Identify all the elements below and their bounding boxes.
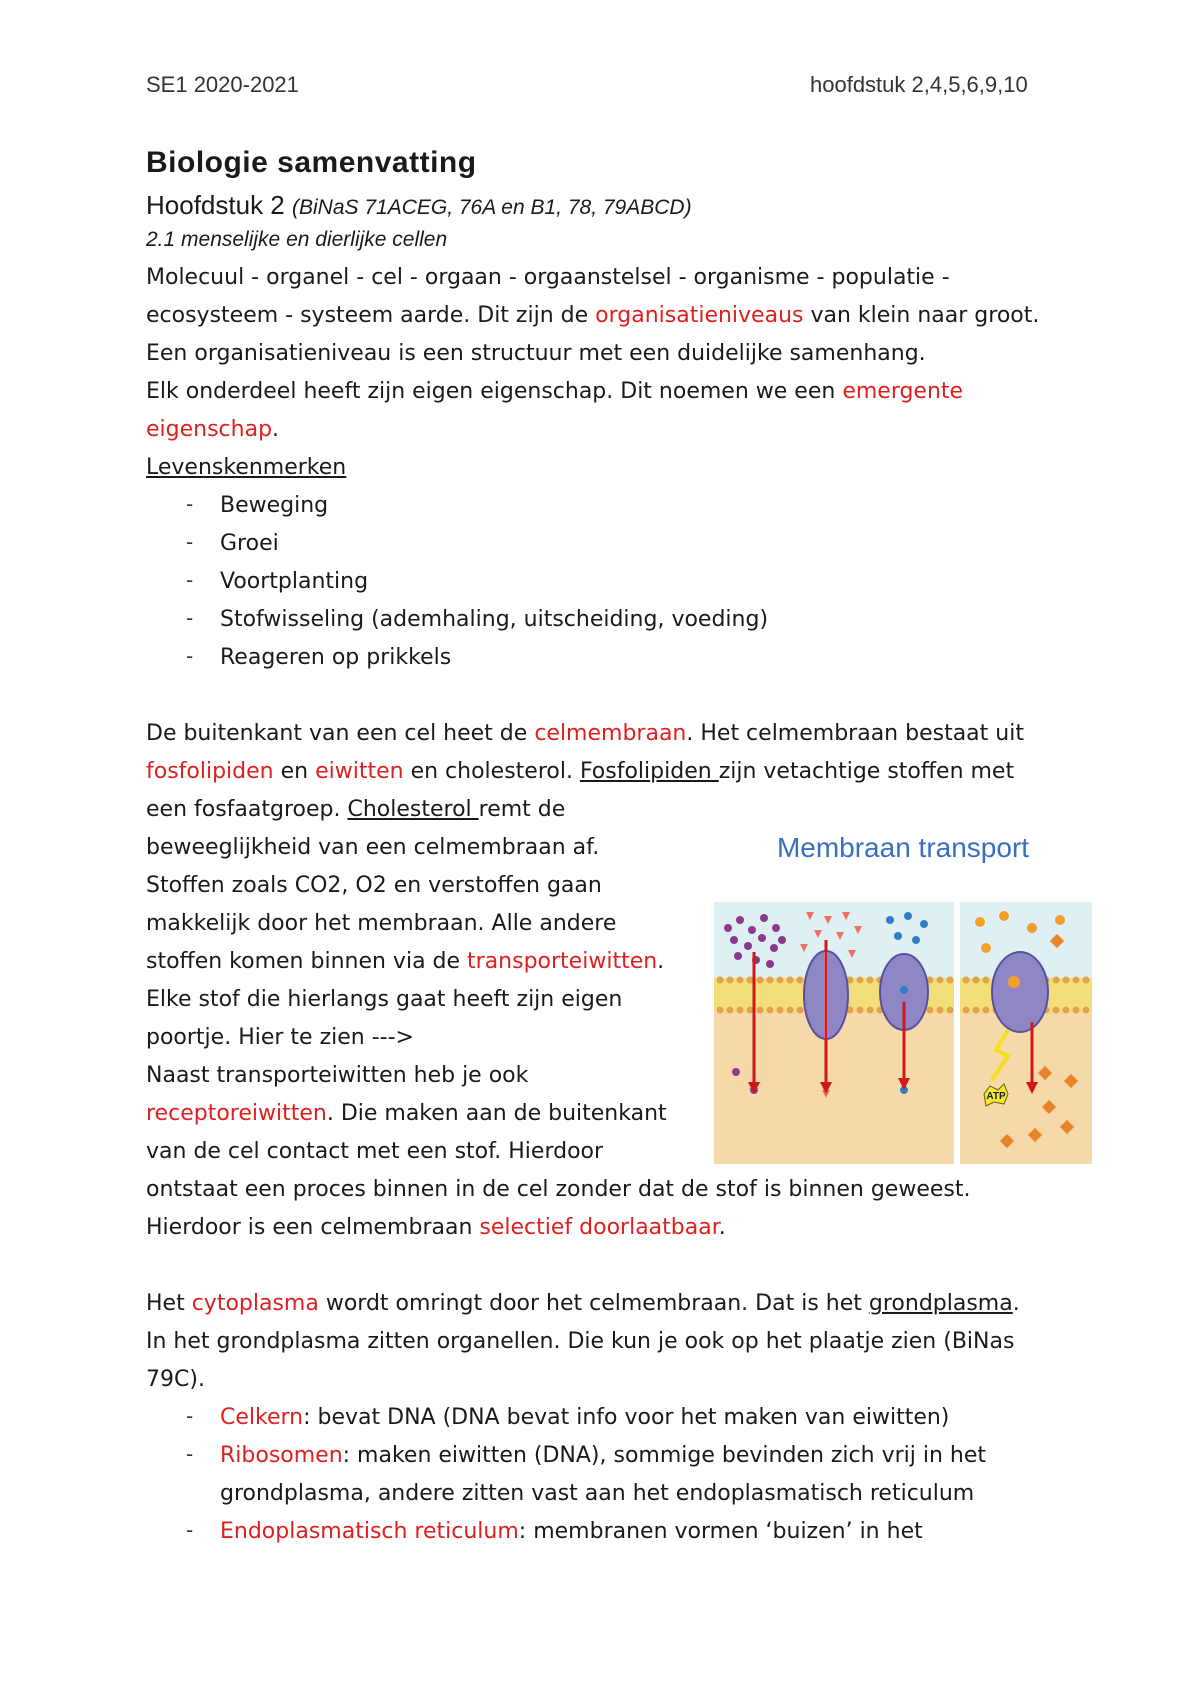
list-item [220,1441,986,1471]
text: : bevat DNA (DNA bevat info voor het maken van eiwitten) [303,1405,950,1430]
text-line [146,1289,1020,1319]
text-line [146,871,602,901]
text: . Die maken aan de buitenkant [326,1101,667,1126]
term-highlight: Ribosomen [220,1443,343,1468]
chapter-label: Hoofdstuk 2 [146,190,285,220]
text-line [146,1213,726,1243]
text-line [146,1365,205,1395]
list-item [220,1517,923,1547]
document-title: Biologie samenvatting [146,146,477,179]
list-item: Groei [220,531,279,556]
levens-heading: Levenskenmerken [146,455,347,480]
text-line [146,263,950,293]
text: remt de [478,797,566,822]
panel-right-cytosol [960,1012,1092,1164]
text: zijn vetachtige stoffen met [718,759,1015,784]
term-highlight: organisatieniveaus [595,303,804,328]
term-highlight: selectief doorlaatbaar [479,1215,719,1240]
text: Het [146,1291,192,1316]
text: Stoffen zoals CO2, O2 en verstoffen gaan [146,873,602,898]
text: . Het celmembraan bestaat uit [686,721,1024,746]
atp-label: ATP [986,1091,1006,1102]
list-item: Reageren op prikkels [220,645,452,670]
term-highlight: celmembraan [534,721,687,746]
text-line [146,1099,667,1129]
text: beweeglijkheid van een celmembraan af. [146,835,600,860]
bullet-dash: - [186,530,194,554]
text: Elk onderdeel heeft zijn eigen eigenschap. Dit noemen we een [146,379,843,404]
membrane-transport-figure [714,832,1092,1166]
text-line [146,909,616,939]
text: en [273,759,316,784]
term-underlined: Cholesterol [347,797,479,822]
bullet-dash: - [186,1404,194,1428]
chapter-ref: (BiNaS 71ACEG, 76A en B1, 78, 79ABCD) [291,196,692,219]
bullet-dash: - [186,1518,194,1542]
text-line [146,757,1014,787]
text: een fosfaatgroep. [146,797,348,822]
text: . [1012,1291,1020,1316]
figure-title: Membraan transport [776,832,1030,863]
bullet-dash: - [186,568,194,592]
list-item-continuation [220,1479,974,1509]
text-line [146,339,926,369]
text-line [146,415,279,445]
text: grondplasma, andere zitten vast aan het endoplasmatisch reticulum [220,1481,975,1506]
term-highlight: Celkern [220,1405,304,1430]
bullet-dash: - [186,492,194,516]
bullet-dash: - [186,644,194,668]
text: 79C). [146,1367,205,1392]
list-item: Voortplanting [220,569,369,594]
membrane-transport-illustration [714,832,1092,1166]
text-line [146,1137,603,1167]
text: Elke stof die hierlangs gaat heeft zijn eigen [146,987,623,1012]
text: : maken eiwitten (DNA), sommige bevinden zich vrij in het [342,1443,987,1468]
text: Naast transporteiwitten heb je ook [146,1063,529,1088]
chapter-heading [146,190,692,221]
list-item [220,1403,949,1433]
text: van de cel contact met een stof. Hierdoor [146,1139,604,1164]
text-line [146,985,622,1015]
text: Een organisatieniveau is een structuur met een duidelijke samenhang. [146,341,926,366]
pump-protein [992,952,1048,1032]
text: van klein naar groot. [803,303,1040,328]
text: stoffen komen binnen via de [146,949,468,974]
text: makkelijk door het membraan. Alle andere [146,911,617,936]
text-line [146,795,565,825]
text: . [718,1215,726,1240]
term-highlight: emergente [842,379,964,404]
term-highlight: eigenschap [146,417,273,442]
text: ontstaat een proces binnen in de cel zonder dat de stof is binnen geweest. [146,1177,971,1202]
text: In het grondplasma zitten organellen. Die kun je ook op het plaatje zien (BiNas [146,1329,1015,1354]
list-item: Beweging [220,493,329,518]
header-left: SE1 2020-2021 [146,72,299,97]
text-line [146,1327,1014,1357]
term-highlight: fosfolipiden [146,759,274,784]
section-heading: 2.1 menselijke en dierlijke cellen [146,228,448,251]
term-highlight: cytoplasma [191,1291,319,1316]
text-line [146,1023,414,1053]
term-highlight: receptoreiwitten [146,1101,327,1126]
text: Hierdoor is een celmembraan [146,1215,480,1240]
header-right: hoofdstuk 2,4,5,6,9,10 [810,72,1028,97]
text: poortje. Hier te zien ---> [146,1025,414,1050]
list-item: Stofwisseling (ademhaling, uitscheiding, voeding) [220,607,769,632]
term-highlight: eiwitten [315,759,404,784]
text: : membranen vormen ‘buizen’ in het [518,1519,923,1544]
text-line [146,719,1024,749]
text: ecosysteem - systeem aarde. Dit zijn de [146,303,596,328]
term-underlined: Fosfolipiden [579,759,719,784]
text: . [657,949,665,974]
text-line [146,377,963,407]
text: wordt omringt door het celmembraan. Dat is het [318,1291,869,1316]
text-line [146,1175,970,1205]
bullet-dash: - [186,606,194,630]
bullet-dash: - [186,1442,194,1466]
text-line [146,947,664,977]
text: en cholesterol. [403,759,580,784]
text: Molecuul - organel - cel - orgaan - orgaanstelsel - organisme - populatie - [146,265,950,290]
text: . [272,417,280,442]
term-underlined: grondplasma [868,1291,1013,1316]
text-line [146,1061,528,1091]
term-highlight: Endoplasmatisch reticulum [220,1519,519,1544]
text-line [146,833,599,863]
text: De buitenkant van een cel heet de [146,721,535,746]
text-line [146,301,1039,331]
term-highlight: transporteiwitten [467,949,658,974]
